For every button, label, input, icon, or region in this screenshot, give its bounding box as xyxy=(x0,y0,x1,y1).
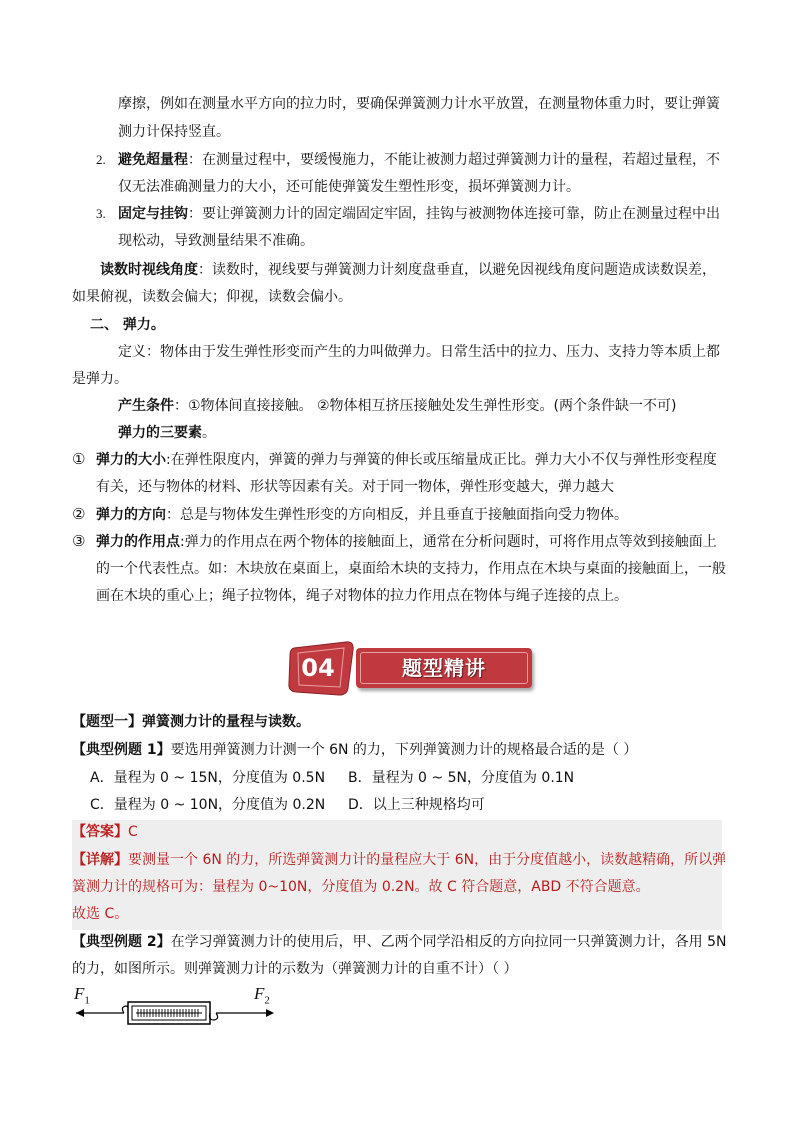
element-point-line-2: 的一个代表性点。如：木块放在桌面上，桌面给木块的支持力，作用点在木块与桌面的接触面上，一般 xyxy=(96,561,726,577)
measure-paragraph-line-1: 摩擦，例如在测量水平方向的拉力时，要确保弹簧测力计水平放置，在测量物体重力时，要让弹簧 xyxy=(118,96,720,112)
detail-text: 要测量一个 6N 的力，所选弹簧测力计的量程应大于 6N，由于分度值越小，读数越精确，所以弹 xyxy=(128,852,727,868)
list-number-2: 2. xyxy=(96,152,106,167)
element-point-heading: 弹力的作用点 xyxy=(96,534,180,550)
list-item-avoid-overrange xyxy=(118,150,720,170)
example-1-label: 【典型例题 1】 xyxy=(72,742,171,758)
spring-scale-diagram xyxy=(70,998,280,1028)
list-item-avoid-overrange-line-2: 仅无法准确测量力的大小，还可能使弹簧发生塑性形变，损坏弹簧测力计。 xyxy=(118,179,580,195)
example-1-text: 要选用弹簧测力计测一个 6N 的力，下列弹簧测力计的规格最合适的是（ ） xyxy=(170,742,638,758)
measure-paragraph-line-2: 测力计保持竖直。 xyxy=(118,124,230,140)
option-b: B．量程为 0 ~ 5N，分度值为 0.1N xyxy=(348,770,575,786)
list-item-text: ：要让弹簧测力计的固定端固定牢固，挂钩与被测物体连接可靠，防止在测量过程中出 xyxy=(188,206,720,222)
list-number-3: 3. xyxy=(96,206,106,221)
circled-number-1: ① xyxy=(72,450,86,468)
example-1-question xyxy=(72,740,637,760)
force-f1-subscript: 1 xyxy=(84,994,90,1007)
section-title-elastic-force: 二、 弹力。 xyxy=(90,317,165,333)
element-direction xyxy=(96,505,628,525)
element-magnitude-text: :在弹性限度内，弹簧的弹力与弹簧的伸长或压缩量成正比。弹力大小不仅与弹性形变程度 xyxy=(166,452,717,468)
force-f1-symbol: F xyxy=(74,984,85,1003)
element-magnitude-heading: 弹力的大小 xyxy=(96,452,166,468)
force-f2-subscript: 2 xyxy=(264,994,270,1007)
example-2-question xyxy=(72,932,726,952)
answer-label: 【答案】 xyxy=(72,824,128,840)
production-conditions xyxy=(118,396,676,416)
detail-line-1 xyxy=(72,850,726,870)
element-direction-text: ：总是与物体发生弹性形变的方向相反，并且垂直于接触面指向受力物体。 xyxy=(166,507,628,523)
example-2-label: 【典型例题 2】 xyxy=(72,934,171,950)
detail-line-2: 簧测力计的规格可为：量程为 0~10N，分度值为 0.2N。故 C 符合题意，ABD 不符合题意。 xyxy=(72,879,650,895)
option-a: A．量程为 0 ~ 15N，分度值为 0.5N xyxy=(90,770,326,786)
force-f2-symbol: F xyxy=(254,984,265,1003)
list-item-fixing-line-2: 现松动，导致测量结果不准确。 xyxy=(118,233,314,249)
element-magnitude xyxy=(96,450,717,470)
option-c: C．量程为 0 ~ 10N，分度值为 0.2N xyxy=(90,797,326,813)
answer-value: C xyxy=(128,824,138,840)
viewing-angle-text: ：读数时，视线要与弹簧测力计刻度盘垂直，以避免因视线角度问题造成读数误差， xyxy=(198,262,716,278)
list-item-heading: 固定与挂钩 xyxy=(118,206,188,222)
element-point-of-action xyxy=(96,532,717,552)
list-item-fixing xyxy=(118,204,720,224)
definition-line-2: 是弹力。 xyxy=(72,371,128,387)
three-elements-heading xyxy=(118,423,216,443)
three-elements-period: 。 xyxy=(202,425,216,441)
three-elements-label: 弹力的三要素 xyxy=(118,425,202,441)
section-banner-title: 题型精讲 xyxy=(402,656,486,680)
production-conditions-heading: 产生条件 xyxy=(118,398,174,414)
circled-number-2: ② xyxy=(72,505,86,523)
element-direction-heading: 弹力的方向 xyxy=(96,507,166,523)
viewing-angle-paragraph xyxy=(100,260,716,280)
question-type-title: 【题型一】弹簧测力计的量程与读数。 xyxy=(72,714,310,730)
answer-block-background xyxy=(72,820,722,930)
example-2-text: 在学习弹簧测力计的使用后，甲、乙两个同学沿相反的方向拉同一只弹簧测力计，各用 5N xyxy=(170,934,727,950)
conclusion-line: 故选 C。 xyxy=(72,906,129,922)
answer-line xyxy=(72,822,138,842)
circled-number-3: ③ xyxy=(72,532,86,550)
viewing-angle-heading: 读数时视线角度 xyxy=(100,262,198,278)
list-item-text: ：在测量过程中，要缓慢施力，不能让被测力超过弹簧测力计的量程，若超过量程，不 xyxy=(188,152,720,168)
example-2-question-line-2: 的力，如图所示。则弹簧测力计的示数为（弹簧测力计的自重不计）（ ） xyxy=(72,961,518,977)
element-magnitude-line-2: 有关，还与物体的材料、形状等因素有关。对于同一物体，弹性形变越大，弹力越大 xyxy=(96,479,614,495)
production-conditions-text: ：①物体间直接接触。 ②物体相互挤压接触处发生弹性形变。(两个条件缺一不可) xyxy=(174,398,677,414)
list-item-heading: 避免超量程 xyxy=(118,152,188,168)
option-d: D．以上三种规格均可 xyxy=(348,797,485,813)
detail-label: 【详解】 xyxy=(72,852,128,868)
element-point-line-3: 画在木块的重心上；绳子拉物体，绳子对物体的拉力作用点在物体与绳子连接的点上。 xyxy=(96,588,628,604)
section-badge-number: 04 xyxy=(301,654,335,682)
viewing-angle-paragraph-line-2: 如果俯视，读数会偏大；仰视，读数会偏小。 xyxy=(72,289,352,305)
element-point-text: :弹力的作用点在两个物体的接触面上，通常在分析问题时，可将作用点等效到接触面上 xyxy=(180,534,717,550)
definition-line-1: 定义：物体由于发生弹性形变而产生的力叫做弹力。日常生活中的拉力、压力、支持力等本质上都 xyxy=(118,344,720,360)
